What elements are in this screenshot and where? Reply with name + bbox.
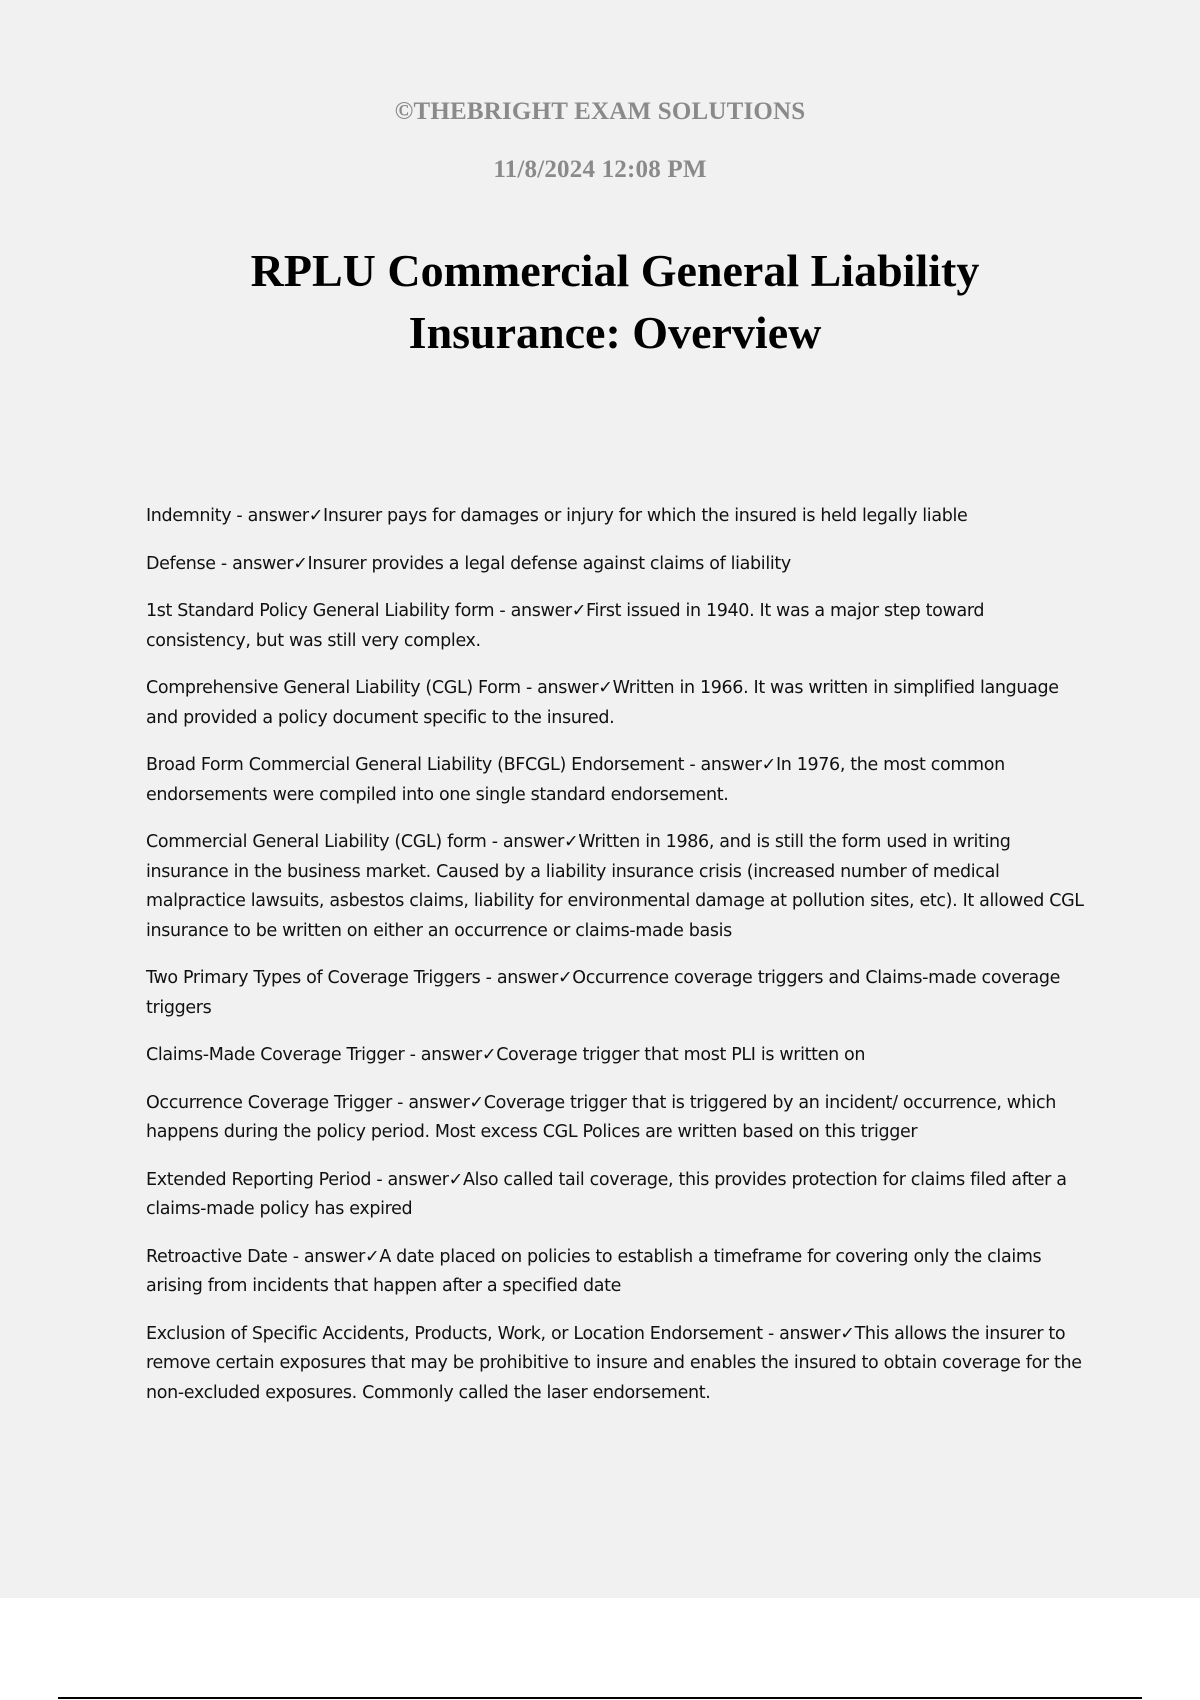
- entry-answer: Insurer provides a legal defense against claims of liability: [307, 553, 791, 574]
- answer-separator: - answer✓: [486, 832, 579, 852]
- entry-term: Broad Form Commercial General Liability (BFCGL) Endorsement: [146, 755, 685, 775]
- entry-term: Indemnity: [146, 506, 232, 526]
- flashcard-entry: [146, 1243, 1086, 1302]
- entry-term: Occurrence Coverage Trigger: [146, 1092, 392, 1113]
- answer-separator: - answer✓: [404, 1045, 497, 1065]
- entry-answer: Insurer pays for damages or injury for which the insured is held legally liable: [323, 506, 968, 526]
- flashcard-list: [146, 502, 1086, 1426]
- entry-answer: Occurrence coverage triggers and Claims-made coverage triggers: [146, 968, 1061, 1018]
- flashcard-entry: [146, 1320, 1086, 1409]
- flashcard-entry: [146, 751, 1086, 810]
- answer-separator: - answer✓: [480, 968, 573, 988]
- entry-answer: A date placed on policies to establish a timeframe for covering only the claims arising from incidents that happen after a specified date: [146, 1246, 1042, 1296]
- entry-term: Defense: [146, 553, 216, 574]
- entry-term: Extended Reporting Period: [146, 1169, 372, 1190]
- entry-answer: Coverage trigger that most PLI is written on: [496, 1045, 866, 1065]
- answer-separator: - answer✓: [762, 1323, 855, 1344]
- footer-divider: [58, 1697, 1142, 1699]
- flashcard-entry: [146, 502, 1086, 532]
- answer-separator: - answer✓: [287, 1246, 380, 1267]
- flashcard-entry: [146, 1166, 1086, 1225]
- flashcard-entry: [146, 597, 1086, 656]
- flashcard-entry: [146, 964, 1086, 1023]
- entry-answer: In 1976, the most common endorsements were compiled into one single standard endorsement.: [146, 755, 1005, 805]
- answer-separator: - answer✓: [391, 1092, 484, 1113]
- entry-term: Commercial General Liability (CGL) form: [146, 832, 487, 852]
- entry-term: Exclusion of Specific Accidents, Products, Work, or Location Endorsement: [146, 1323, 763, 1344]
- flashcard-entry: [146, 550, 1086, 580]
- flashcard-entry: [146, 828, 1086, 946]
- answer-separator: - answer✓: [520, 678, 613, 698]
- answer-separator: - answer✓: [494, 601, 587, 621]
- entry-term: Claims-Made Coverage Trigger: [146, 1045, 405, 1065]
- entry-term: Comprehensive General Liability (CGL) Form: [146, 678, 521, 698]
- entry-answer: Written in 1966. It was written in simplified language and provided a policy document specific to the insured.: [146, 678, 1059, 728]
- document-timestamp: 11/8/2024 12:08 PM: [493, 156, 707, 183]
- answer-separator: - answer✓: [215, 553, 308, 574]
- entry-answer: Also called tail coverage, this provides protection for claims filed after a claims-made policy has expired: [146, 1169, 1067, 1219]
- entry-term: 1st Standard Policy General Liability form: [146, 601, 495, 621]
- answer-separator: - answer✓: [231, 506, 324, 526]
- copyright-notice: ©THEBRIGHT EXAM SOLUTIONS: [394, 98, 806, 125]
- entry-term: Two Primary Types of Coverage Triggers: [146, 968, 481, 988]
- flashcard-entry: [146, 1041, 1086, 1071]
- entry-term: Retroactive Date: [146, 1246, 288, 1267]
- entry-answer: This allows the insurer to remove certain exposures that may be prohibitive to insure and enables the insured to obtain coverage for the non-excluded exposures. Commonly called the laser endorsement.: [146, 1323, 1082, 1403]
- answer-separator: - answer✓: [371, 1169, 463, 1190]
- answer-separator: - answer✓: [684, 755, 776, 775]
- flashcard-entry: [146, 1089, 1086, 1148]
- entry-answer: First issued in 1940. It was a major step toward consistency, but was still very complex.: [146, 601, 985, 651]
- document-title: RPLU Commercial General Liability Insurance: Overview: [250, 245, 980, 358]
- entry-answer: Written in 1986, and is still the form used in writing insurance in the business market. Caused by a liability insurance crisis (increased number of medical malpractice lawsuits, asbestos claims, liability for environmental damage at pollution sites, etc). It allowed CGL insurance to be written on either an occurrence or claims-made basis: [146, 832, 1084, 941]
- flashcard-entry: [146, 674, 1086, 733]
- entry-answer: Coverage trigger that is triggered by an incident/ occurrence, which happens during the policy period. Most excess CGL Polices are written based on this trigger: [146, 1092, 1057, 1142]
